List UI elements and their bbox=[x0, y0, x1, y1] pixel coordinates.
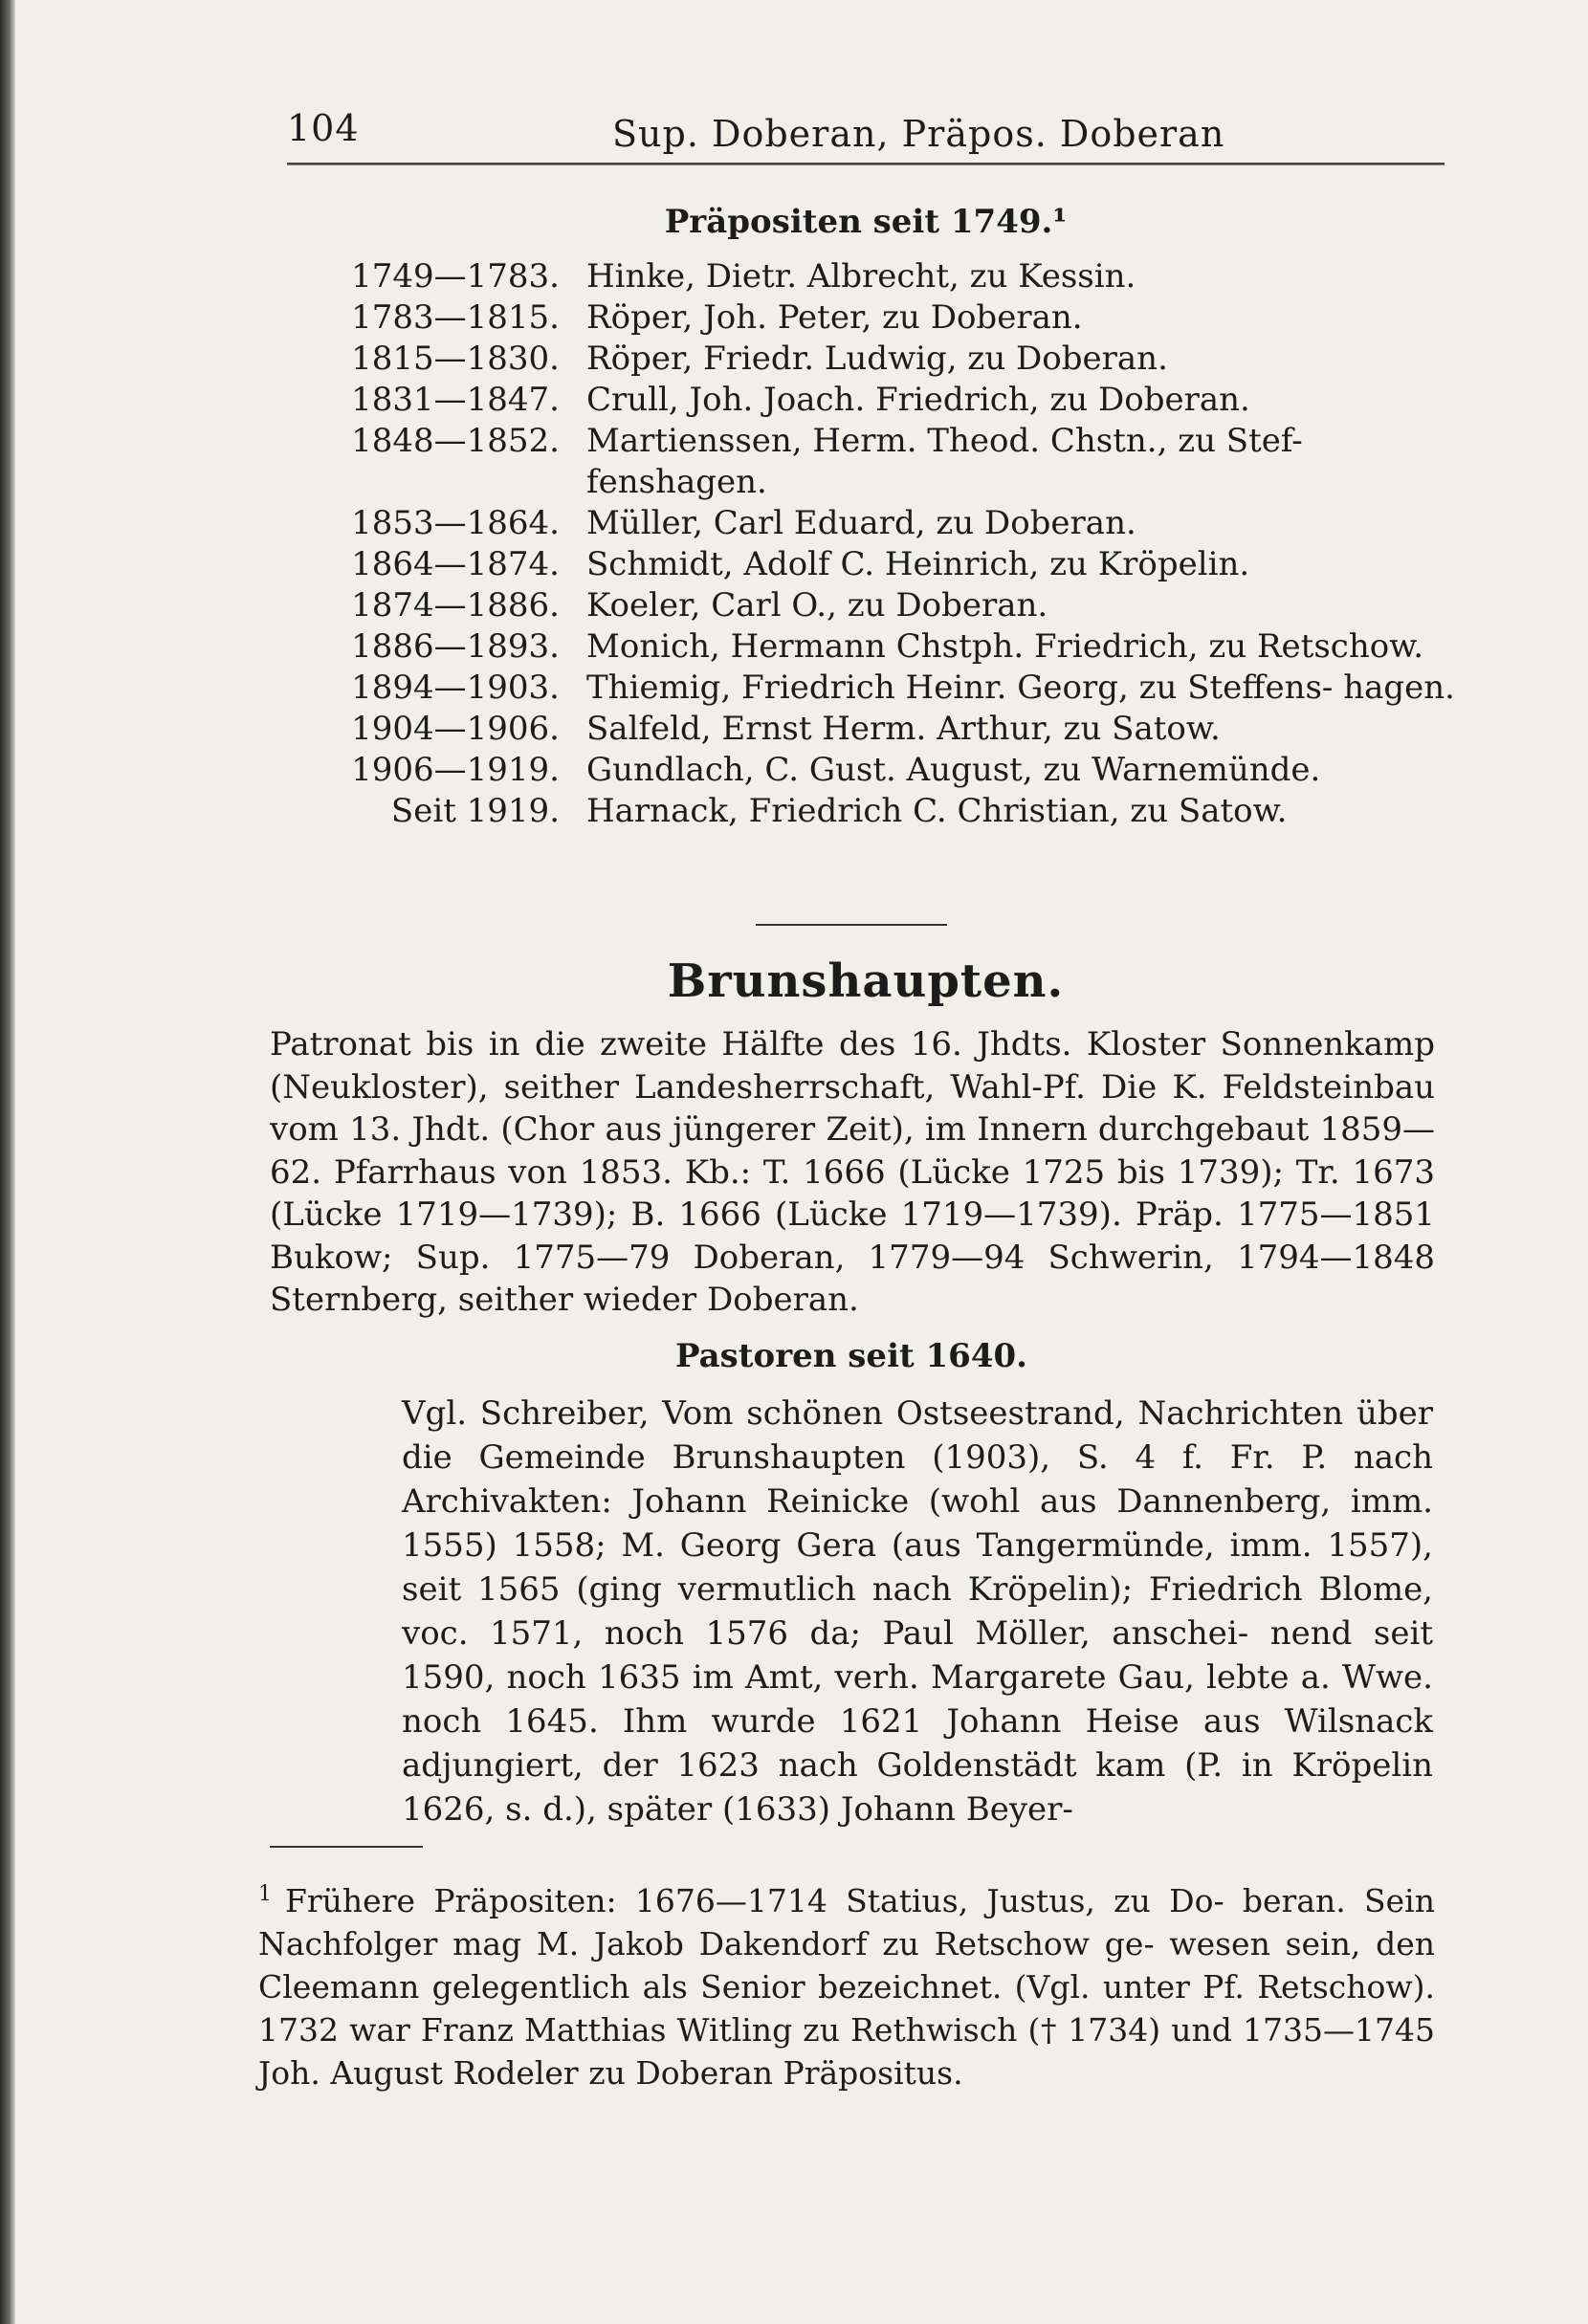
footnote-mark: 1 bbox=[258, 1882, 272, 1906]
section-title: Brunshaupten. bbox=[667, 954, 1065, 1008]
entry-name: Schmidt, Adolf C. Heinrich, zu Kröpelin. bbox=[586, 545, 1250, 583]
entry-years: 1864—1874. bbox=[351, 545, 560, 583]
entry-name: Gundlach, C. Gust. August, zu Warnemünde. bbox=[586, 751, 1321, 789]
entry-years: Seit 1919. bbox=[390, 792, 560, 830]
praepositen-entry bbox=[344, 668, 1473, 709]
entry-years: 1853—1864. bbox=[351, 504, 560, 542]
section-divider bbox=[756, 924, 947, 926]
entry-years: 1815—1830. bbox=[351, 340, 560, 378]
entry-years: 1749—1783. bbox=[351, 257, 560, 296]
entry-years: 1874—1886. bbox=[351, 586, 560, 625]
entry-years: 1906—1919. bbox=[351, 751, 560, 789]
entry-name: Thiemig, Friedrich Heinr. Georg, zu Steffens- hagen. bbox=[586, 669, 1455, 707]
patronat-paragraph: Patronat bis in die zweite Hälfte des 16. Jhdts. Kloster Sonnenkamp (Neukloster), seither Landesherrschaft, Wahl-Pf. Die K. Feldsteinbau vom 13. Jhdt. (Chor aus jüngerer Zeit), im Innern durchgebaut 1859—62. Pfarrhaus von 1853. Kb.: T. 1666 (Lücke 1725 bis 1739); Tr. 1673 (Lücke 1719—1739); B. 1666 (Lücke 1719—1739). Präp. 1775—1851 Bukow; Sup. 1775—79 Doberan, 1779—94 Schwerin, 1794—1848 Sternberg, seither wieder Doberan. bbox=[270, 1025, 1435, 1319]
page-number: 104 bbox=[287, 107, 360, 149]
entry-name: Röper, Friedr. Ludwig, zu Doberan. bbox=[586, 340, 1168, 378]
praepositen-entry bbox=[344, 297, 1473, 339]
entry-years: 1886—1893. bbox=[351, 627, 560, 666]
entry-years: 1904—1906. bbox=[351, 710, 560, 748]
praepositen-entry bbox=[344, 750, 1473, 791]
entry-name: Röper, Joh. Peter, zu Doberan. bbox=[586, 298, 1083, 337]
entry-name: Martienssen, Herm. Theod. Chstn., zu Stef- fenshagen. bbox=[586, 422, 1303, 501]
praepositen-entry bbox=[344, 380, 1473, 421]
entry-name: Salfeld, Ernst Herm. Arthur, zu Satow. bbox=[586, 710, 1221, 748]
entry-years: 1783—1815. bbox=[351, 298, 560, 337]
entry-name: Hinke, Dietr. Albrecht, zu Kessin. bbox=[586, 257, 1136, 296]
praepositen-entry bbox=[344, 503, 1473, 544]
praepositen-entry bbox=[344, 626, 1473, 668]
page-header bbox=[287, 107, 1425, 164]
entry-years: 1831—1847. bbox=[351, 381, 560, 419]
praepositen-entry bbox=[344, 339, 1473, 380]
praepositen-entry bbox=[344, 791, 1473, 832]
entry-name: Müller, Carl Eduard, zu Doberan. bbox=[586, 504, 1136, 542]
praepositen-entry bbox=[344, 709, 1473, 750]
praepositen-entry bbox=[344, 421, 1473, 503]
entry-years: 1894—1903. bbox=[351, 669, 560, 707]
running-head: Sup. Doberan, Präpos. Doberan bbox=[612, 113, 1225, 155]
footnote-rule bbox=[270, 1846, 423, 1848]
entry-years: 1848—1852. bbox=[351, 422, 560, 460]
praepositen-entry bbox=[344, 585, 1473, 626]
praepositen-entry bbox=[344, 256, 1473, 297]
footnote-text: Frühere Präpositen: 1676—1714 Statius, Justus, zu Do- beran. Sein Nachfolger mag M. Jakob Dakendorf zu Retschow ge- wesen sein, den Cleemann gelegentlich als Senior bezeichnet. (Vgl. unter Pf. Retschow). 1732 war Franz Matthias Witling zu Rethwisch († 1734) und 1735—1745 Joh. August Rodeler zu Doberan Präpositus. bbox=[258, 1882, 1435, 2092]
pastoren-title: Pastoren seit 1640. bbox=[674, 1337, 1027, 1375]
praepositen-title: Präpositen seit 1749.¹ bbox=[664, 203, 1068, 241]
entry-name: Koeler, Carl O., zu Doberan. bbox=[586, 586, 1048, 625]
entry-name: Monich, Hermann Chstph. Friedrich, zu Retschow. bbox=[586, 627, 1424, 666]
pastoren-paragraph: Vgl. Schreiber, Vom schönen Ostseestrand, Nachrichten über die Gemeinde Brunshaupten (1903), S. 4 f. Fr. P. nach Archivakten: Johann Reinicke (wohl aus Dannenberg, imm. 1555) 1558; M. Georg Gera (aus Tangermünde, imm. 1557), seit 1565 (ging vermutlich nach Kröpelin); Friedrich Blome, voc. 1571, noch 1576 da; Paul Möller, anschei- nend seit 1590, noch 1635 im Amt, verh. Margarete Gau, lebte a. Wwe. noch 1645. Ihm wurde 1621 Johann Heise aus Wilsnack adjungiert, der 1623 nach Goldenstädt kam (P. in Kröpelin 1626, s. d.), später (1633) Johann Beyer- bbox=[402, 1394, 1433, 1829]
praepositen-entry bbox=[344, 544, 1473, 585]
entry-name: Harnack, Friedrich C. Christian, zu Satow. bbox=[586, 792, 1288, 830]
page-binding-edge bbox=[0, 0, 15, 2324]
praepositen-list bbox=[344, 256, 1473, 832]
entry-name: Crull, Joh. Joach. Friedrich, zu Doberan. bbox=[586, 381, 1250, 419]
footnote bbox=[258, 1873, 1435, 2094]
header-rule bbox=[287, 163, 1445, 165]
